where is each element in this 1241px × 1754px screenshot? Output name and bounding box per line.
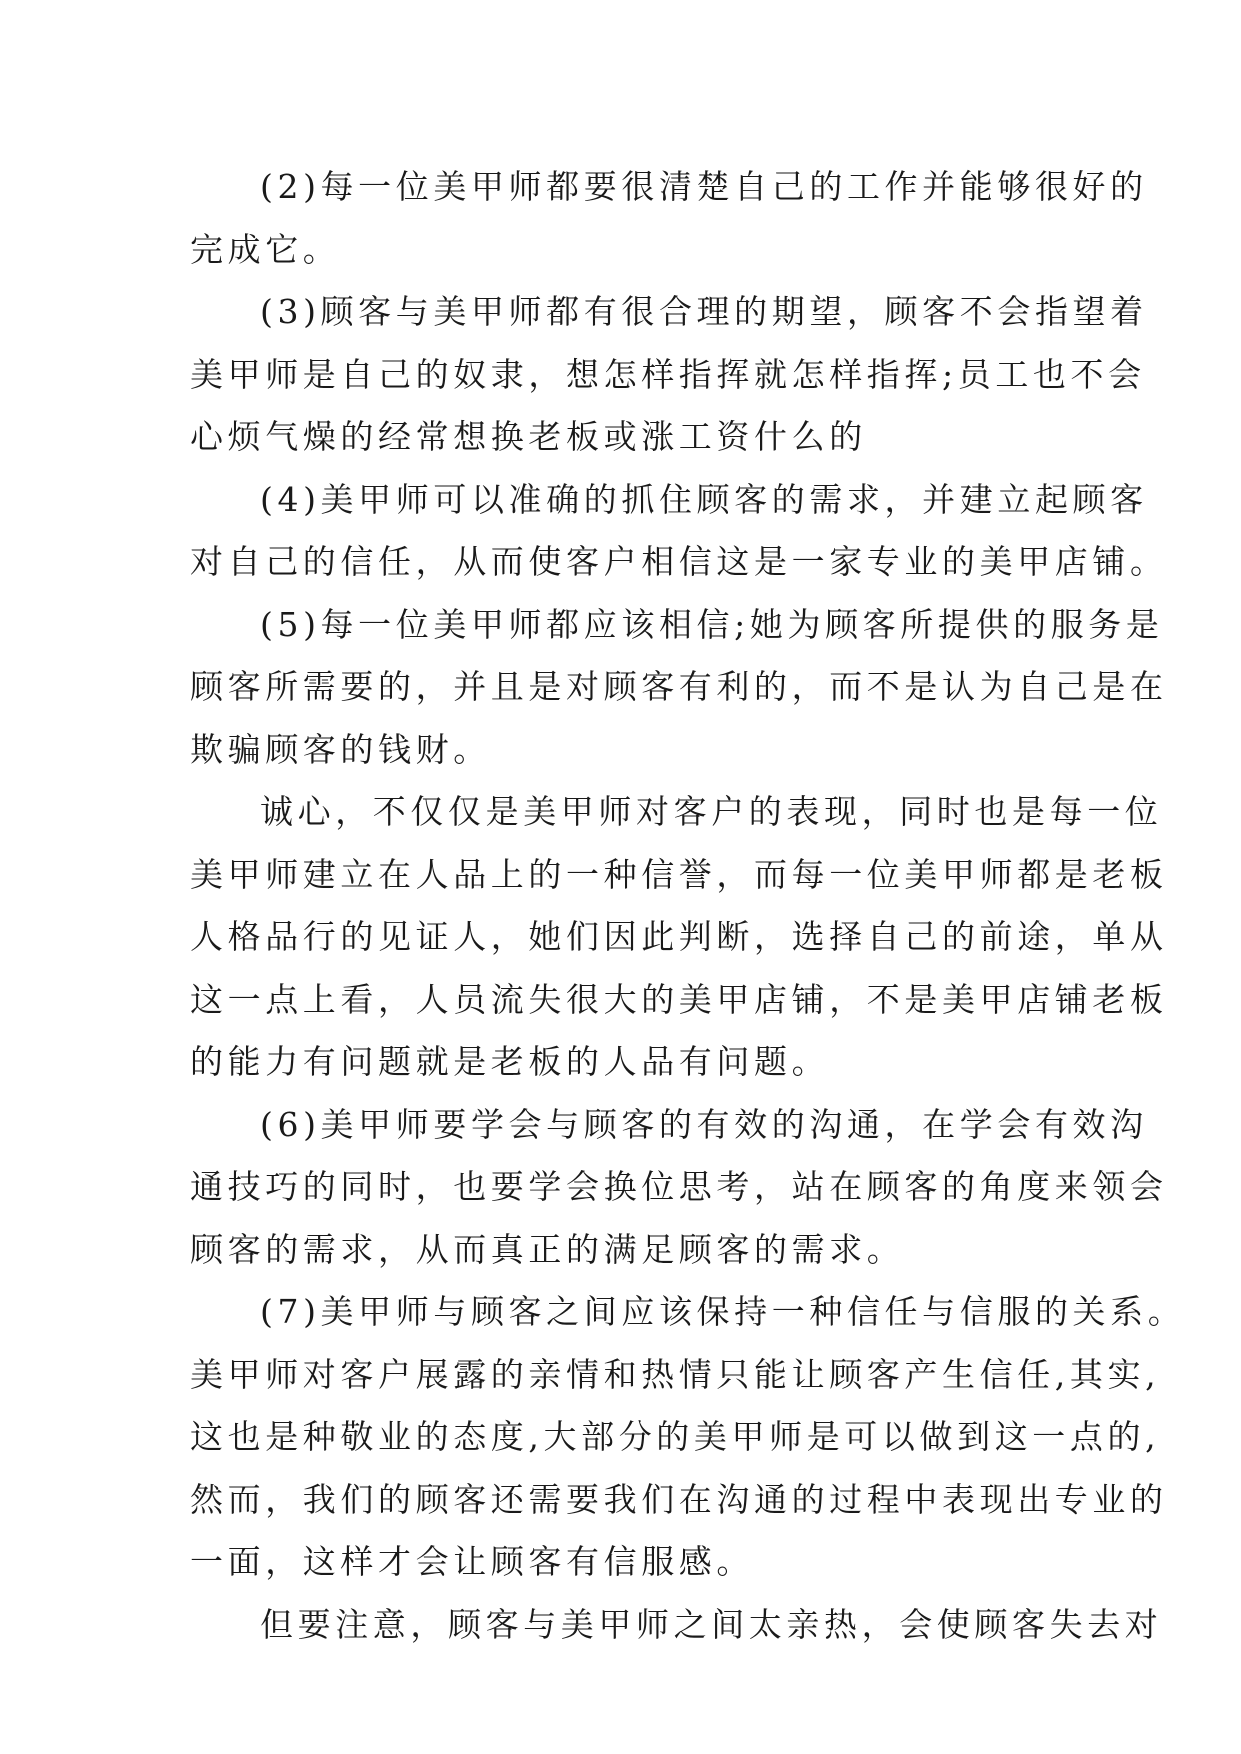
text-line: 人格品行的见证人，她们因此判断，选择自己的前途，单从 <box>190 917 1168 956</box>
paragraph-item-5 <box>190 594 1168 782</box>
text-line: 这也是种敬业的态度,大部分的美甲师是可以做到这一点的, <box>190 1417 1161 1456</box>
text-line: 欺骗顾客的钱财。 <box>190 729 491 769</box>
paragraph-item-6 <box>190 1094 1168 1282</box>
text-line: 然而，我们的顾客还需要我们在沟通的过程中表现出专业的 <box>190 1479 1168 1519</box>
text-line: 心烦气燥的经常想换老板或涨工资什么的 <box>190 417 867 456</box>
text-line: (2)每一位美甲师都要很清楚自己的工作并能够很好的 <box>260 167 1148 206</box>
text-line: (6)美甲师要学会与顾客的有效的沟通，在学会有效沟 <box>260 1104 1148 1144</box>
text-line: (5)每一位美甲师都应该相信;她为顾客所提供的服务是 <box>260 604 1164 644</box>
text-line: 美甲师是自己的奴隶，想怎样指挥就怎样指挥;员工也不会 <box>190 354 1146 394</box>
text-line: 顾客所需要的，并且是对顾客有利的，而不是认为自己是在 <box>190 667 1168 706</box>
text-line: 对自己的信任，从而使客户相信这是一家专业的美甲店铺。 <box>190 542 1168 581</box>
text-line: 完成它。 <box>190 229 341 269</box>
text-line: (7)美甲师与顾客之间应该保持一种信任与信服的关系。 <box>260 1292 1186 1331</box>
paragraph-item-2 <box>190 156 1148 281</box>
text-line: 美甲师对客户展露的亲情和热情只能让顾客产生信任,其实, <box>190 1354 1161 1394</box>
text-line: 诚心，不仅仅是美甲师对客户的表现，同时也是每一位 <box>260 792 1163 831</box>
document-body <box>190 156 1186 1656</box>
text-line: 一面，这样才会让顾客有信服感。 <box>190 1542 754 1581</box>
text-line: (4)美甲师可以准确的抓住顾客的需求，并建立起顾客 <box>260 479 1148 519</box>
text-line: 美甲师建立在人品上的一种信誉，而每一位美甲师都是老板 <box>190 854 1168 894</box>
text-line: (3)顾客与美甲师都有很合理的期望，顾客不会指望着 <box>260 292 1148 331</box>
text-line: 这一点上看，人员流失很大的美甲店铺，不是美甲店铺老板 <box>190 979 1168 1019</box>
text-line: 的能力有问题就是老板的人品有问题。 <box>190 1042 830 1081</box>
paragraph-sincerity <box>190 781 1168 1094</box>
text-line: 但要注意，顾客与美甲师之间太亲热，会使顾客失去对 <box>260 1604 1163 1644</box>
paragraph-item-4 <box>190 469 1168 594</box>
paragraph-item-3 <box>190 281 1148 469</box>
text-line: 通技巧的同时，也要学会换位思考，站在顾客的角度来领会 <box>190 1167 1168 1206</box>
paragraph-item-7 <box>190 1281 1186 1594</box>
paragraph-caution <box>190 1594 1163 1657</box>
text-line: 顾客的需求，从而真正的满足顾客的需求。 <box>190 1229 905 1269</box>
